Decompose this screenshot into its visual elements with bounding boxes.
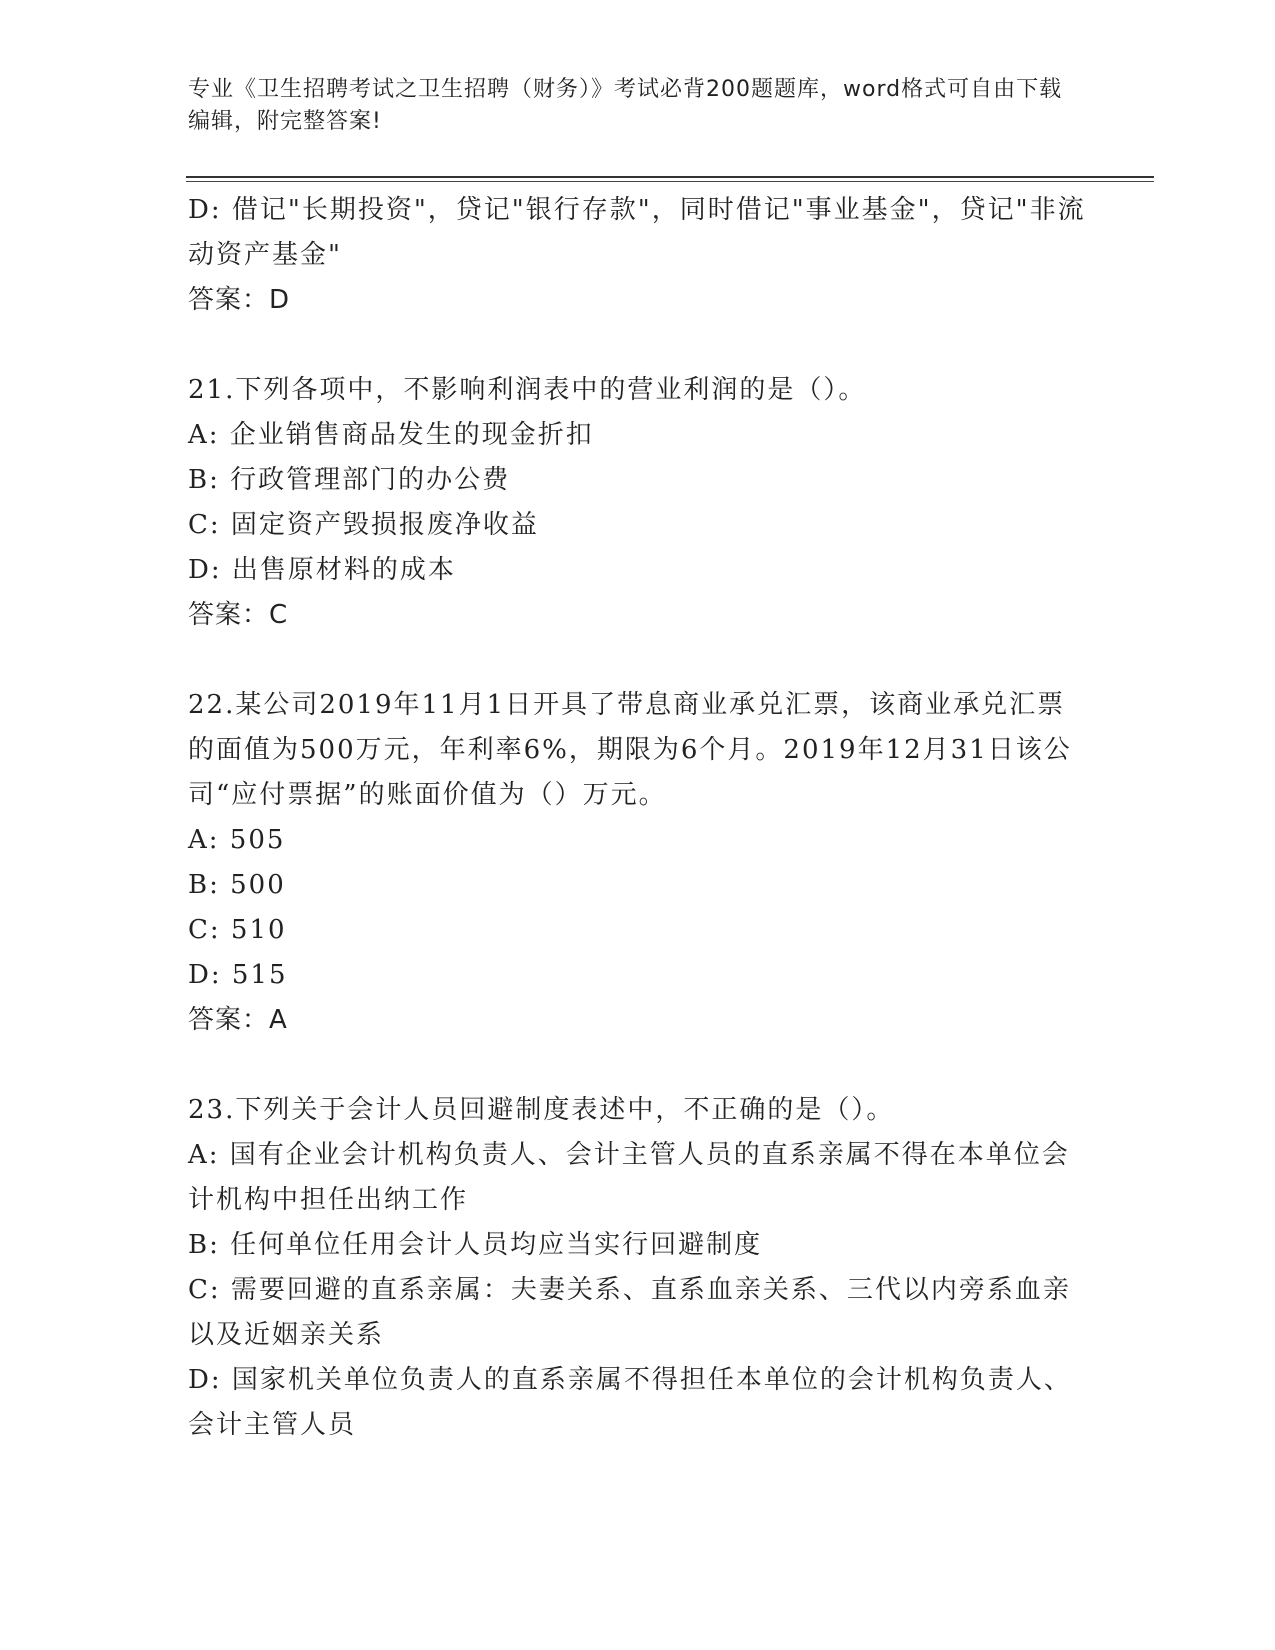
document-header: 专业《卫生招聘考试之卫生招聘（财务）》考试必背200题题库，word格式可自由下载编辑，附完整答案! — [188, 77, 1063, 134]
question-stem: 23.下列关于会计人员回避制度表述中，不正确的是（）。 — [188, 1095, 895, 1125]
answer: 答案：D — [188, 285, 291, 315]
option-b: B: 任何单位任用会计人员均应当实行回避制度 — [188, 1230, 763, 1260]
answer: 答案：A — [188, 1005, 288, 1035]
option-a: A: 企业销售商品发生的现金折扣 — [188, 420, 594, 450]
answer: 答案：C — [188, 600, 289, 630]
question-23 — [188, 1088, 1088, 1448]
question-content — [188, 188, 1088, 1448]
option-c: C: 需要回避的直系亲属：夫妻关系、直系血亲关系、三代以内旁系血亲以及近姻亲关系 — [188, 1275, 1071, 1350]
option-d: D: 出售原材料的成本 — [188, 555, 456, 585]
question-22 — [188, 683, 1088, 1043]
option-a: A: 505 — [188, 825, 286, 855]
option-d: D: 515 — [188, 960, 288, 990]
option-b: B: 行政管理部门的办公费 — [188, 465, 511, 495]
option-d: D: 国家机关单位负责人的直系亲属不得担任本单位的会计机构负责人、会计主管人员 — [188, 1365, 1072, 1440]
option-a: A: 国有企业会计机构负责人、会计主管人员的直系亲属不得在本单位会计机构中担任出纳工作 — [188, 1140, 1070, 1215]
option-d: D: 借记"长期投资"，贷记"银行存款"，同时借记"事业基金"，贷记"非流动资产基金" — [188, 195, 1086, 270]
option-b: B: 500 — [188, 870, 286, 900]
question-20-tail — [188, 188, 1088, 323]
option-c: C: 510 — [188, 915, 287, 945]
question-stem: 22.某公司2019年11月1日开具了带息商业承兑汇票，该商业承兑汇票的面值为500万元，年利率6%，期限为6个月。2019年12月31日该公司“应付票据”的账面价值为（）万元。 — [188, 690, 1072, 810]
header-divider-thick — [186, 176, 1154, 178]
question-stem: 21.下列各项中，不影响利润表中的营业利润的是（）。 — [188, 375, 867, 405]
option-c: C: 固定资产毁损报废净收益 — [188, 510, 539, 540]
question-21 — [188, 368, 1088, 638]
header-divider-thin — [186, 181, 1154, 182]
